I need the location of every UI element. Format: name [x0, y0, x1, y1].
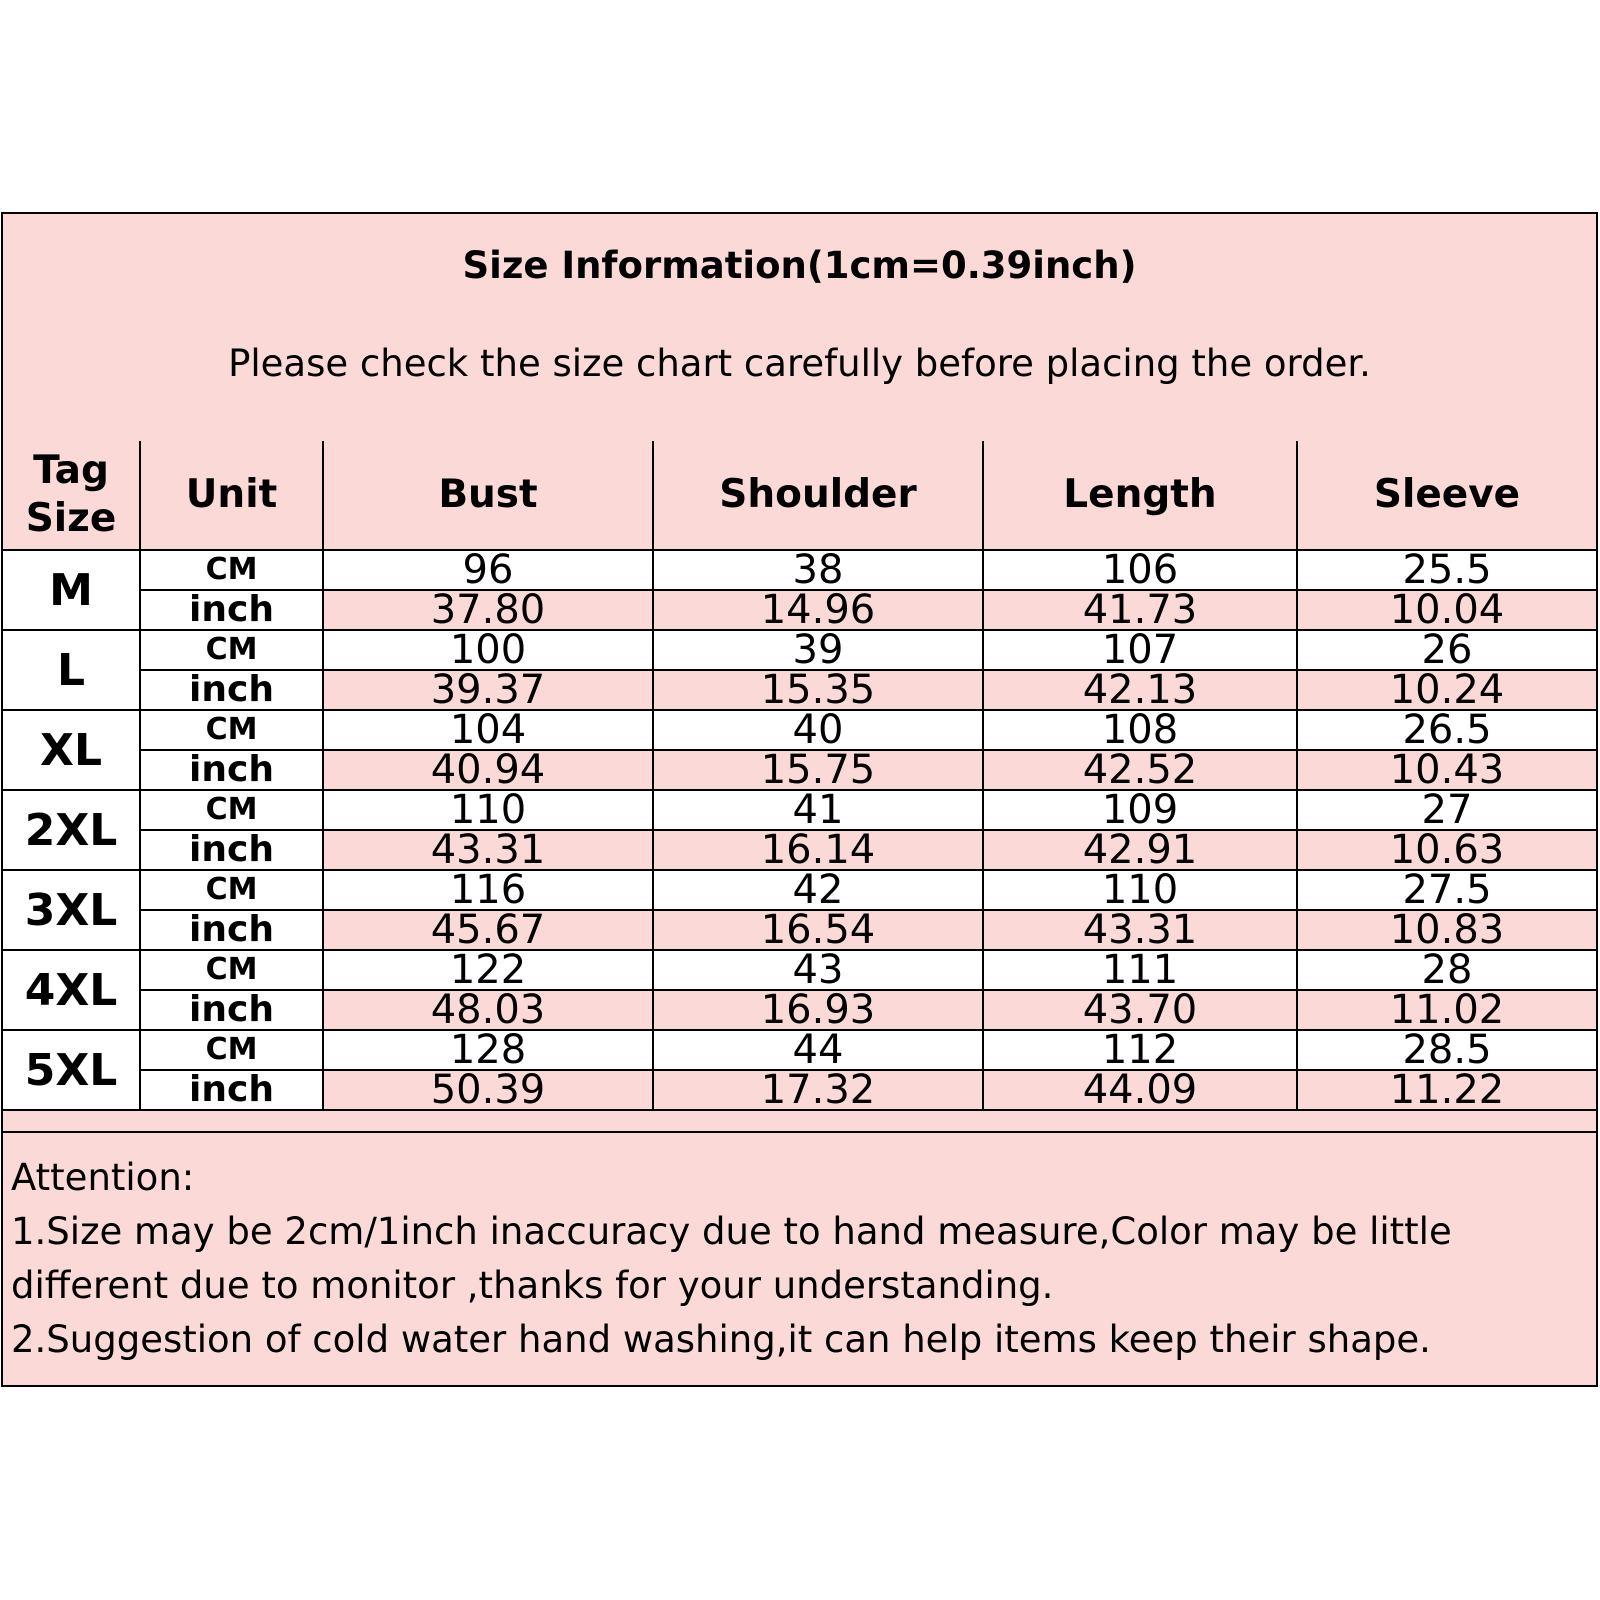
length-cell: 109: [983, 790, 1297, 830]
chart-subtitle: Please check the size chart carefully before placing the order.: [228, 342, 1371, 385]
table-row: [3, 870, 1596, 910]
bust-cell: 37.80: [323, 590, 653, 630]
length-cell: 106: [983, 550, 1297, 590]
shoulder-cell: 17.32: [653, 1070, 983, 1110]
length-cell: 112: [983, 1030, 1297, 1070]
notes-line-2: different due to monitor ,thanks for your understanding.: [11, 1264, 1054, 1307]
tag-size-cell: 5XL: [3, 1030, 140, 1110]
shoulder-cell: 43: [653, 950, 983, 990]
length-cell: 42.52: [983, 750, 1297, 790]
column-header-bust: Bust: [323, 441, 653, 550]
bust-cell: 43.31: [323, 830, 653, 870]
table-row: [3, 710, 1596, 750]
table-row: [3, 910, 1596, 950]
table-header-row: [3, 441, 1596, 550]
unit-cell: inch: [140, 990, 323, 1030]
column-header-unit: Unit: [140, 441, 323, 550]
sleeve-cell: 10.04: [1297, 590, 1596, 630]
attention-notes: [3, 1131, 1596, 1385]
table-row: [3, 1030, 1596, 1070]
sleeve-cell: 26: [1297, 630, 1596, 670]
table-row: [3, 1070, 1596, 1110]
shoulder-cell: 38: [653, 550, 983, 590]
column-header-sleeve: Sleeve: [1297, 441, 1596, 550]
length-cell: 108: [983, 710, 1297, 750]
shoulder-cell: 39: [653, 630, 983, 670]
table-row: [3, 990, 1596, 1030]
table-row: [3, 830, 1596, 870]
chart-title: Size Information(1cm=0.39inch): [462, 244, 1137, 287]
bust-cell: 96: [323, 550, 653, 590]
table-row: [3, 790, 1596, 830]
sleeve-cell: 10.24: [1297, 670, 1596, 710]
bust-cell: 39.37: [323, 670, 653, 710]
column-header-tag-size: [3, 441, 140, 550]
length-cell: 107: [983, 630, 1297, 670]
sleeve-cell: 27.5: [1297, 870, 1596, 910]
unit-cell: inch: [140, 910, 323, 950]
unit-cell: CM: [140, 710, 323, 750]
table-row: [3, 630, 1596, 670]
shoulder-cell: 15.75: [653, 750, 983, 790]
bust-cell: 104: [323, 710, 653, 750]
size-chart: [1, 212, 1598, 1387]
length-cell: 41.73: [983, 590, 1297, 630]
tag-size-cell: M: [3, 550, 140, 630]
sleeve-cell: 28.5: [1297, 1030, 1596, 1070]
tag-label: Tag: [33, 448, 109, 493]
sleeve-cell: 10.83: [1297, 910, 1596, 950]
bust-cell: 48.03: [323, 990, 653, 1030]
length-cell: 43.31: [983, 910, 1297, 950]
shoulder-cell: 16.93: [653, 990, 983, 1030]
length-cell: 44.09: [983, 1070, 1297, 1110]
unit-cell: CM: [140, 1030, 323, 1070]
sleeve-cell: 11.22: [1297, 1070, 1596, 1110]
shoulder-cell: 15.35: [653, 670, 983, 710]
unit-cell: CM: [140, 950, 323, 990]
tag-size-cell: 2XL: [3, 790, 140, 870]
unit-cell: CM: [140, 630, 323, 670]
tag-size-cell: 3XL: [3, 870, 140, 950]
unit-cell: inch: [140, 1070, 323, 1110]
shoulder-cell: 14.96: [653, 590, 983, 630]
sleeve-cell: 27: [1297, 790, 1596, 830]
tag-size-cell: 4XL: [3, 950, 140, 1030]
bust-cell: 40.94: [323, 750, 653, 790]
bust-cell: 122: [323, 950, 653, 990]
table-body: [3, 550, 1596, 1110]
unit-cell: inch: [140, 670, 323, 710]
shoulder-cell: 44: [653, 1030, 983, 1070]
tag-size-cell: XL: [3, 710, 140, 790]
sleeve-cell: 25.5: [1297, 550, 1596, 590]
shoulder-cell: 40: [653, 710, 983, 750]
bust-cell: 116: [323, 870, 653, 910]
table-row: [3, 750, 1596, 790]
bust-cell: 50.39: [323, 1070, 653, 1110]
shoulder-cell: 42: [653, 870, 983, 910]
chart-header: [3, 214, 1596, 443]
bust-cell: 110: [323, 790, 653, 830]
sleeve-cell: 10.63: [1297, 830, 1596, 870]
length-cell: 43.70: [983, 990, 1297, 1030]
sleeve-cell: 10.43: [1297, 750, 1596, 790]
length-cell: 111: [983, 950, 1297, 990]
length-cell: 42.91: [983, 830, 1297, 870]
sleeve-cell: 26.5: [1297, 710, 1596, 750]
tag-size-cell: L: [3, 630, 140, 710]
unit-cell: inch: [140, 830, 323, 870]
unit-cell: CM: [140, 550, 323, 590]
shoulder-cell: 16.14: [653, 830, 983, 870]
table-row: [3, 590, 1596, 630]
column-header-length: Length: [983, 441, 1297, 550]
size-table: [3, 441, 1596, 1111]
unit-cell: inch: [140, 750, 323, 790]
shoulder-cell: 16.54: [653, 910, 983, 950]
sleeve-cell: 11.02: [1297, 990, 1596, 1030]
column-header-shoulder: Shoulder: [653, 441, 983, 550]
table-row: [3, 950, 1596, 990]
notes-line-3: 2.Suggestion of cold water hand washing,it can help items keep their shape.: [11, 1318, 1431, 1361]
unit-cell: CM: [140, 790, 323, 830]
notes-heading: Attention:: [11, 1156, 195, 1199]
length-cell: 42.13: [983, 670, 1297, 710]
size-label: Size: [25, 496, 117, 541]
sleeve-cell: 28: [1297, 950, 1596, 990]
bust-cell: 128: [323, 1030, 653, 1070]
bust-cell: 100: [323, 630, 653, 670]
unit-cell: CM: [140, 870, 323, 910]
table-row: [3, 550, 1596, 590]
table-row: [3, 670, 1596, 710]
notes-line-1: 1.Size may be 2cm/1inch inaccuracy due to hand measure,Color may be little: [11, 1210, 1452, 1253]
length-cell: 110: [983, 870, 1297, 910]
bust-cell: 45.67: [323, 910, 653, 950]
shoulder-cell: 41: [653, 790, 983, 830]
unit-cell: inch: [140, 590, 323, 630]
